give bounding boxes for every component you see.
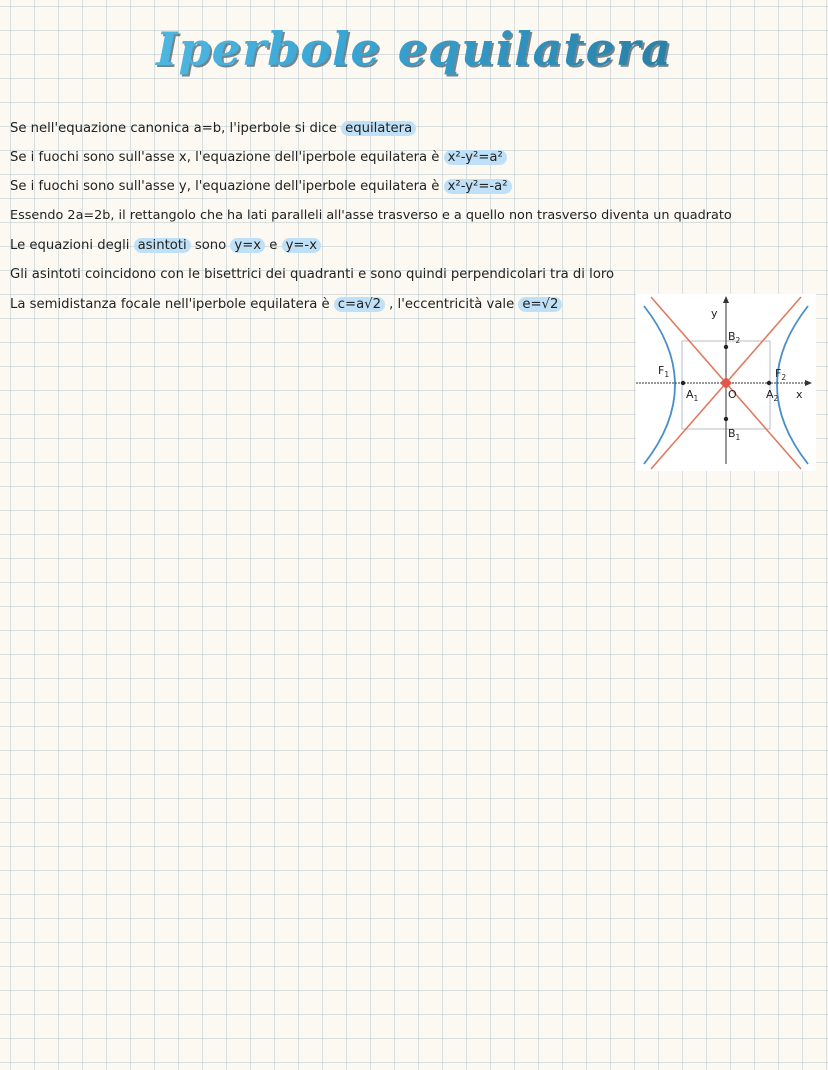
- equation-asymptote-1: y=x: [230, 238, 265, 253]
- equation-y-axis: x²-y²=-a²: [444, 179, 512, 194]
- note-text: , l'eccentricità vale: [384, 297, 519, 312]
- equation-asymptote-2: y=-x: [282, 238, 321, 253]
- note-text: La semidistanza focale nell'iperbole equilatera è: [10, 297, 334, 312]
- note-text: Se i fuochi sono sull'asse y, l'equazione dell'iperbole equilatera è: [10, 179, 444, 194]
- note-line-4: [10, 206, 732, 226]
- note-line-6: [10, 265, 614, 285]
- note-text: sono: [190, 238, 231, 253]
- f2-label: $F_2$: [775, 367, 787, 382]
- origin-label: O: [728, 388, 737, 401]
- focus-f1-point: [681, 381, 685, 385]
- hyperbola-left-branch: [644, 306, 675, 464]
- b1-label: $B_1$: [728, 427, 741, 442]
- hyperbola-diagram: [636, 294, 816, 471]
- note-line-2: [10, 148, 507, 168]
- equation-x-axis: x²-y²=a²: [444, 150, 507, 165]
- y-axis-arrow: [723, 296, 729, 303]
- b2-point: [724, 345, 728, 349]
- hyperbola-right-branch: [777, 306, 808, 464]
- note-text: e: [265, 238, 282, 253]
- hyperbola-svg: [636, 294, 816, 471]
- page-title: Iperbole equilatera: [0, 22, 828, 76]
- b1-point: [724, 417, 728, 421]
- note-text: Se i fuochi sono sull'asse x, l'equazione dell'iperbole equilatera è: [10, 150, 444, 165]
- y-axis-label: y: [711, 307, 718, 320]
- eccentricity-formula: e=√2: [518, 297, 562, 312]
- note-text: Se nell'equazione canonica a=b, l'iperbole si dice: [10, 121, 342, 136]
- highlight: equilatera: [341, 121, 416, 136]
- note-line-7: [10, 295, 562, 315]
- note-text: Gli asintoti coincidono con le bisettrici dei quadranti e sono quindi perpendicolari tra di loro: [10, 267, 615, 282]
- focus-f2-point: [767, 381, 771, 385]
- b2-label: $B_2$: [728, 330, 741, 345]
- f1-label: $F_1$: [658, 364, 670, 379]
- note-text: Le equazioni degli: [10, 238, 134, 253]
- note-line-3: [10, 177, 512, 197]
- x-axis-label: x: [796, 388, 803, 401]
- highlight-asintoti: asintoti: [134, 238, 191, 253]
- a2-label: $A_2$: [766, 388, 779, 403]
- x-axis-arrow: [805, 380, 812, 386]
- focal-distance-formula: c=a√2: [334, 297, 385, 312]
- note-line-5: [10, 236, 321, 256]
- a1-label: $A_1$: [686, 388, 699, 403]
- note-text: Essendo 2a=2b, il rettangolo che ha lati paralleli all'asse trasverso e a quello non trasverso diventa un quadrato: [10, 208, 732, 223]
- note-line-1: [10, 119, 416, 139]
